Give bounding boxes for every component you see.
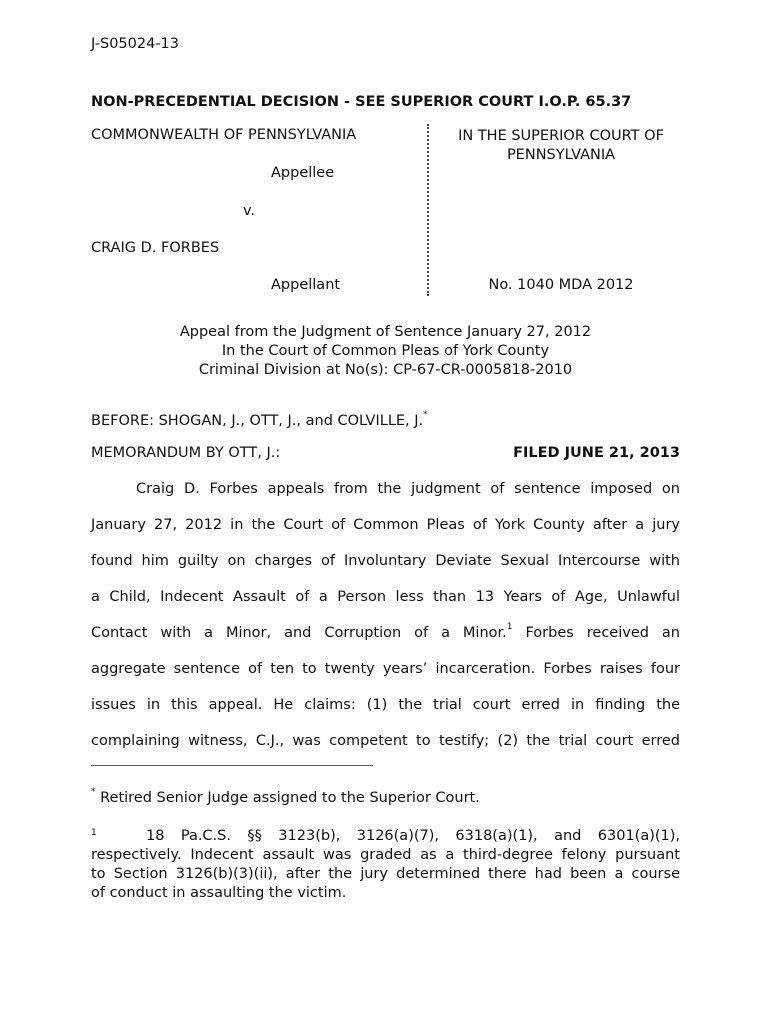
- document-page: [91, 0, 680, 1024]
- footnote-star-mark: *: [91, 787, 96, 797]
- footnote-star: [91, 787, 480, 806]
- body-line-2: January 27, 2012 in the Court of Common Pleas of York County after a jury: [91, 517, 680, 533]
- body-line-5-start: Contact with a Minor, and Corruption of a Minor.: [91, 625, 507, 641]
- docket-number: No. 1040 MDA 2012: [488, 277, 634, 293]
- memorandum-author: MEMORANDUM BY OTT, J.:: [91, 445, 281, 461]
- footnote-1: [91, 827, 680, 903]
- footnote-1-line1: $^1$ 18 Pa.C.S. §§ 3123(b), 3126(a)(7), 6318(a)(1), and 6301(a)(1),: [91, 828, 681, 844]
- footnote-1-line2: respectively. Indecent assault was graded as a third-degree felony pursuant: [91, 847, 680, 863]
- body-line-7: issues in this appeal. He claims: (1) the trial court erred in finding the: [91, 697, 680, 713]
- role-appellee: Appellee: [271, 165, 335, 181]
- decision-headline: NON-PRECEDENTIAL DECISION - SEE SUPERIOR COURT I.O.P. 65.37: [91, 94, 632, 110]
- footnote-1-line4: of conduct in assaulting the victim.: [91, 885, 347, 901]
- document-id: J-S05024-13: [91, 36, 180, 52]
- party-commonwealth: COMMONWEALTH OF PENNSYLVANIA: [91, 127, 357, 143]
- footnote-separator: [91, 765, 373, 766]
- role-appellant: Appellant: [271, 277, 341, 293]
- caption-divider: [427, 124, 429, 296]
- filed-date: FILED JUNE 21, 2013: [513, 445, 680, 461]
- appeal-statement: [91, 323, 680, 380]
- panel-footnote-mark: *: [423, 410, 428, 420]
- body-line-8: complaining witness, C.J., was competent to testify; (2) the trial court erred: [91, 733, 680, 749]
- body-line-3: found him guilty on charges of Involuntary Deviate Sexual Intercourse with: [91, 553, 680, 569]
- body-line-1: Craig D. Forbes appeals from the judgment of sentence imposed on: [136, 481, 680, 497]
- panel-line: [91, 410, 428, 429]
- footnote-star-text: Retired Senior Judge assigned to the Superior Court.: [100, 790, 480, 806]
- body-line-6: aggregate sentence of ten to twenty years’ incarceration. Forbes raises four: [91, 661, 680, 677]
- panel-text: BEFORE: SHOGAN, J., OTT, J., and COLVILLE, J.: [91, 413, 424, 429]
- court-name: [441, 127, 681, 165]
- footnote-1-line3: to Section 3126(b)(3)(ii), after the jury determined there had been a course: [91, 866, 680, 882]
- footnote-ref-1[interactable]: 1: [506, 622, 513, 632]
- footnote-1-mark: 1: [91, 828, 97, 838]
- body-line-5-end: Forbes received an: [525, 625, 680, 641]
- court-name-line1: IN THE SUPERIOR COURT OF: [458, 128, 664, 144]
- versus-label: v.: [243, 203, 256, 219]
- party-defendant: CRAIG D. FORBES: [91, 240, 220, 256]
- body-line-5: [91, 622, 680, 641]
- body-line-4: a Child, Indecent Assault of a Person less than 13 Years of Age, Unlawful: [91, 589, 680, 605]
- appeal-line3: Criminal Division at No(s): CP-67-CR-0005818-2010: [198, 362, 573, 378]
- appeal-line2: In the Court of Common Pleas of York County: [221, 343, 550, 359]
- appeal-line1: Appeal from the Judgment of Sentence January 27, 2012: [179, 324, 592, 340]
- court-name-line2: PENNSYLVANIA: [506, 147, 616, 163]
